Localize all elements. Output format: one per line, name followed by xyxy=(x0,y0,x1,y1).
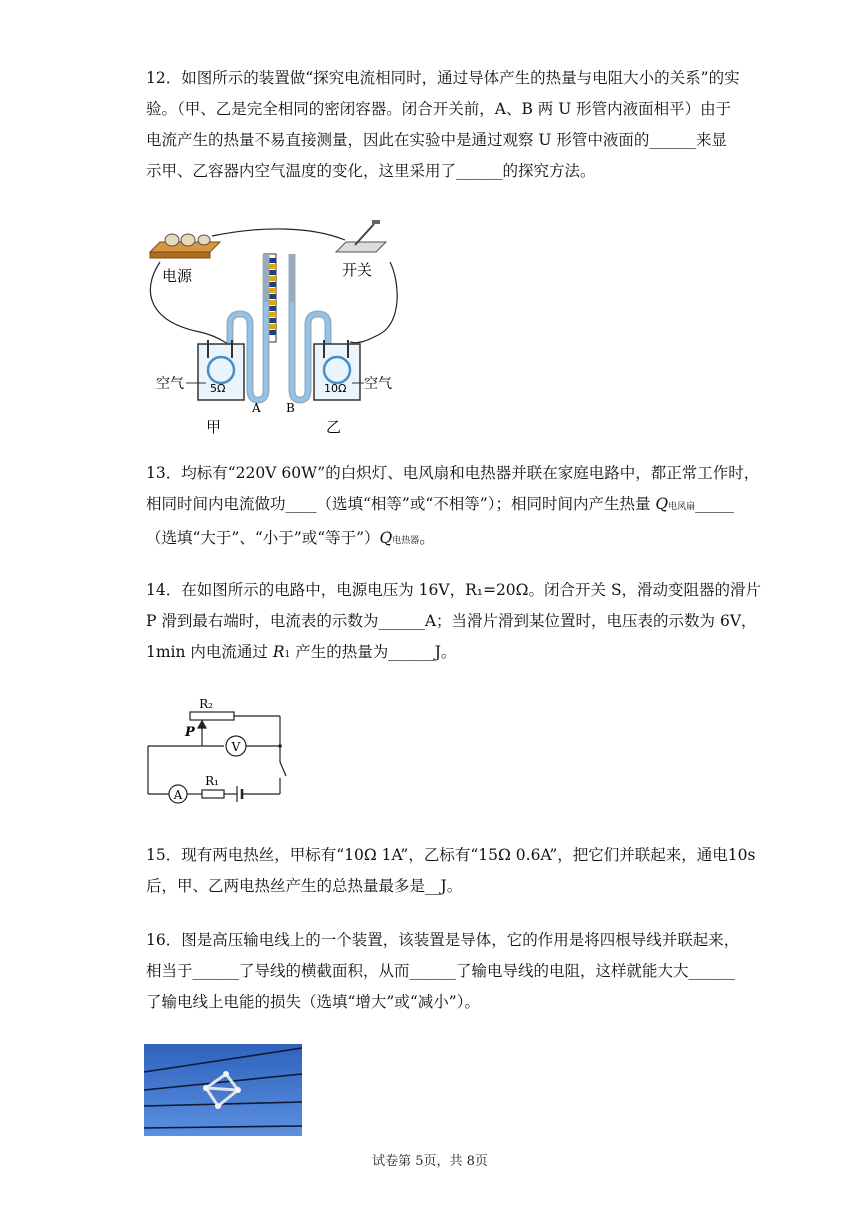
air-right-label: 空气 xyxy=(364,376,392,392)
q14-figure xyxy=(142,694,292,809)
p-label: P xyxy=(185,725,195,740)
switch-label: 开关 xyxy=(342,261,373,279)
q13-line-3 xyxy=(146,523,726,557)
q16-photo xyxy=(144,1044,302,1136)
q13-blank: _____ xyxy=(695,495,734,513)
q13-line-1: 13．均标有“220V 60W”的白炽灯、电风扇和电热器并联在家庭电路中，都正常工作时， xyxy=(146,464,760,482)
question-15 xyxy=(146,840,756,902)
q13-line-2-text: 相同时间内电流做功____（选填“相等”或“不相等”）；相同时间内产生热量 xyxy=(146,495,656,513)
q13-line-3-text: （选填“大于”、“小于”或“等于”） xyxy=(146,529,380,547)
q12-line-4: 示甲、乙容器内空气温度的变化，这里采用了______的探究方法。 xyxy=(146,162,596,180)
r1-label: R₁ xyxy=(205,774,219,788)
power-line-spacer-image xyxy=(144,1044,302,1136)
q12-figure xyxy=(140,212,410,442)
q-sub-fan: 电风扇 xyxy=(668,502,696,512)
page-footer: 试卷第 5页，共 8页 xyxy=(372,1154,488,1169)
yi-label: 乙 xyxy=(326,418,342,436)
q14-line-3-text: 1min 内电流通过 xyxy=(146,643,273,661)
r1-subscript: 1 xyxy=(284,650,291,660)
tube-a-label: A xyxy=(252,401,261,415)
q15-line-2: 后，甲、乙两电热丝产生的总热量最多是__J。 xyxy=(146,877,463,895)
q12-line-2: 验。（甲、乙是完全相同的密闭容器。闭合开关前，A、B 两 U 形管内液面相平）由于 xyxy=(146,100,732,118)
question-13 xyxy=(146,458,760,557)
question-14 xyxy=(146,575,762,671)
r-right-label: 10Ω xyxy=(324,382,347,395)
r2-label: R₂ xyxy=(199,697,213,711)
power-label: 电源 xyxy=(162,267,193,285)
q16-line-1: 16．图是高压输电线上的一个装置，该装置是导体，它的作用是将四根导线并联起来， xyxy=(146,931,740,949)
q-sub-heater: 电热器 xyxy=(392,536,420,546)
q12-line-1: 12．如图所示的装置做“探究电流相同时，通过导体产生的热量与电阻大小的关系”的实 xyxy=(146,69,740,87)
circuit-diagram xyxy=(142,694,292,809)
q15-line-1: 15．现有两电热丝，甲标有“10Ω 1A”，乙标有“15Ω 0.6A”，把它们并联起来，通电10s xyxy=(146,846,756,864)
q13-line-2 xyxy=(146,489,734,523)
tube-b-label: B xyxy=(286,401,295,415)
question-12 xyxy=(146,63,740,187)
q12-line-3: 电流产生的热量不易直接测量，因此在实验中是通过观察 U 形管中液面的______来显 xyxy=(146,131,727,149)
question-16 xyxy=(146,925,740,1018)
jia-label: 甲 xyxy=(206,418,222,436)
air-left-label: 空气 xyxy=(156,376,184,392)
r1-symbol: R xyxy=(272,643,285,661)
q-symbol-2: Q xyxy=(379,529,393,547)
q-symbol: Q xyxy=(655,495,669,513)
q14-line-1: 14．在如图所示的电路中，电源电压为 16V，R₁=20Ω。闭合开关 S，滑动变阻器的滑片 xyxy=(146,581,762,599)
q14-line-3-end: 产生的热量为______J。 xyxy=(290,643,457,661)
q14-line-2: P 滑到最右端时，电流表的示数为______A；当滑片滑到某位置时，电压表的示数为 6V， xyxy=(146,612,757,630)
r-left-label: 5Ω xyxy=(210,382,226,395)
voltmeter-label: V xyxy=(231,740,241,754)
q13-line-3-end: 。 xyxy=(419,529,435,547)
joule-heat-apparatus xyxy=(140,212,410,442)
q16-line-3: 了输电线上电能的损失（选填“增大”或“减小”）。 xyxy=(146,993,480,1011)
ammeter-label: A xyxy=(173,788,183,802)
q16-line-2: 相当于______了导线的横截面积，从而______了输电导线的电阻，这样就能大大______ xyxy=(146,962,736,980)
q14-line-3 xyxy=(146,637,726,671)
